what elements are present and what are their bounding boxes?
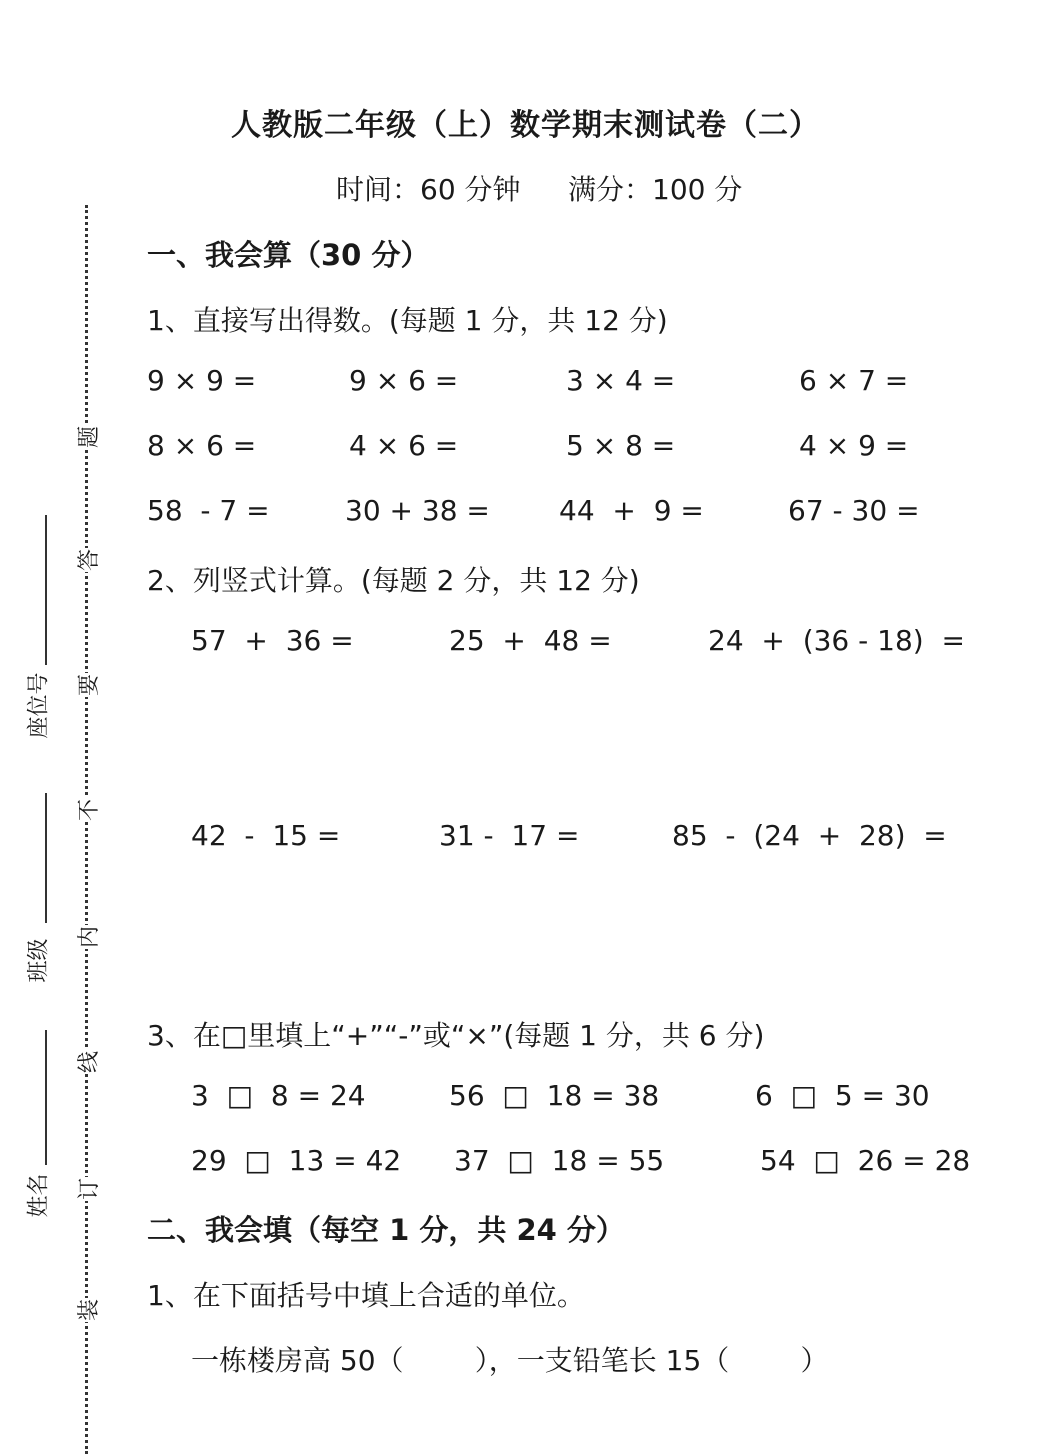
q2-item: 31 - 17 =: [439, 819, 580, 852]
exam-time: 时间：60 分钟: [336, 173, 521, 206]
q3-item: 3 □ 8 = 24: [191, 1079, 366, 1112]
margin-char-zhuang: 装: [77, 1299, 102, 1322]
q2-item: 85 - (24 + 28) =: [672, 819, 947, 852]
margin-char-ding: 订: [77, 1178, 102, 1201]
q1-item: 4 × 6 =: [349, 429, 459, 462]
q1-item: 9 × 9 =: [147, 364, 257, 397]
q1-item: 67 - 30 =: [788, 494, 920, 527]
class-underline: [45, 793, 47, 923]
q3-item: 54 □ 26 = 28: [760, 1144, 971, 1177]
full-score: 满分：100 分: [568, 173, 743, 206]
q1-item: 4 × 9 =: [799, 429, 909, 462]
q3-item: 56 □ 18 = 38: [449, 1079, 660, 1112]
seat-underline: [45, 515, 47, 665]
seat-number-label: 座位号: [26, 672, 52, 739]
q3-item: 6 □ 5 = 30: [755, 1079, 930, 1112]
q1-item: 6 × 7 =: [799, 364, 909, 397]
name-underline: [45, 1030, 47, 1165]
q2-item: 24 + (36 - 18) =: [708, 624, 965, 657]
q1-item: 5 × 8 =: [566, 429, 676, 462]
q3-item: 37 □ 18 = 55: [454, 1144, 665, 1177]
margin-char-yao: 要: [77, 674, 102, 697]
margin-char-xian: 线: [77, 1051, 102, 1074]
q1-item: 44 + 9 =: [559, 494, 704, 527]
q2-item: 42 - 15 =: [191, 819, 341, 852]
margin-char-ti: 题: [77, 426, 102, 449]
margin-char-bu: 不: [77, 799, 102, 822]
q1-item: 8 × 6 =: [147, 429, 257, 462]
q3-item: 29 □ 13 = 42: [191, 1144, 402, 1177]
q1-item: 9 × 6 =: [349, 364, 459, 397]
q1-prompt: 1、直接写出得数。(每题 1 分，共 12 分): [147, 304, 668, 337]
section1-heading: 一、我会算（30 分）: [147, 238, 430, 272]
margin-char-da: 答: [77, 549, 102, 572]
q2-item: 25 + 48 =: [449, 624, 612, 657]
page-title: 人教版二年级（上）数学期末测试卷（二）: [231, 108, 820, 143]
q1-item: 3 × 4 =: [566, 364, 676, 397]
binding-dotted-line: [85, 205, 88, 1454]
section2-heading: 二、我会填（每空 1 分，共 24 分）: [147, 1213, 625, 1247]
q3-prompt: 3、在□里填上“+”“-”或“×”(每题 1 分，共 6 分): [147, 1019, 765, 1052]
margin-char-nei: 内: [77, 926, 102, 949]
s2-q1-line: 一栋楼房高 50（ ），一支铅笔长 15（ ）: [191, 1344, 829, 1377]
q2-prompt: 2、列竖式计算。(每题 2 分，共 12 分): [147, 564, 640, 597]
q1-item: 58 - 7 =: [147, 494, 270, 527]
q2-item: 57 + 36 =: [191, 624, 354, 657]
q1-item: 30 + 38 =: [345, 494, 490, 527]
name-label: 姓名: [26, 1173, 52, 1218]
class-label: 班级: [26, 938, 52, 983]
s2-q1-prompt: 1、在下面括号中填上合适的单位。: [147, 1279, 585, 1312]
